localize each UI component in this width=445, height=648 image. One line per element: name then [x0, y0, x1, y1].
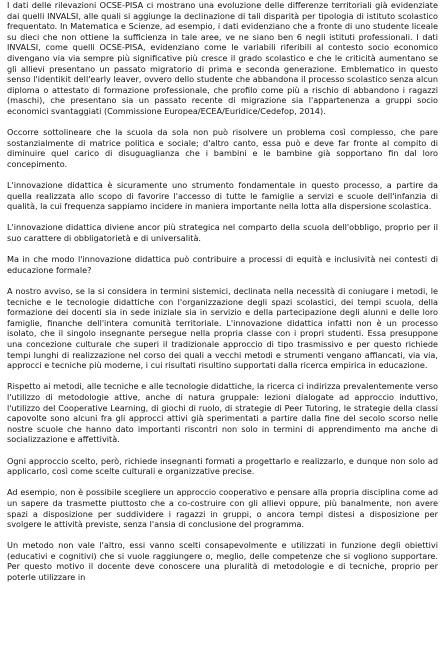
paragraph: L'innovazione didattica è sicuramente uno strumento fondamentale in questo processo, a partire da quella realizzata allo scopo di favorire l'accesso di tutte le famiglie a servizi e scuole dell'infanzia di qualità, la cui frequenza sappiamo incidere in maniera importante nella lotta alla dispersione scolastica.	[7, 180, 438, 212]
paragraph: A nostro avviso, se la si considera in termini sistemici, declinata nella necessità di coniugare i metodi, le tecniche e le tecnologie didattiche con l'organizzazione degli spazi scolastici, dei tempi scuola, della formazione dei docenti sia in sede iniziale sia in servizio e della partecipazione degli alunni e delle loro famiglie, finanche dell'intera comunità territoriale. L'innovazione didattica infatti non è un processo isolato, che il singolo insegnante persegue nella propria classe con i propri studenti. Essa presuppone una concezione culturale che superi il tradizionale approccio di tipo trasmissivo e per questo richiede tempi lunghi di realizzazione nel corso dei quali a vecchi metodi e strumenti vengano affiancati, via via, approcci e tecniche più moderne, i cui risultati risultino supportati dalla ricerca empirica in educazione.	[7, 286, 438, 371]
paragraph: I dati delle rilevazioni OCSE-PISA ci mostrano una evoluzione delle differenze territoriali già evidenziate dai quelli INVALSI, alle quali si aggiunge la declinazione di tali disparità per tipologia di istituto scolastico frequentato. In Matematica e Scienze, ad esempio, i dati evidenziano che a fronte di uno studente liceale su dieci che non ottiene la sufficienza in tale aree, ve ne siano ben 6 negli istituti professionali. I dati INVALSI, come quelli OCSE-PISA, evidenziano come le variabili riferibili al contesto socio economico divengano via via sempre più significative più cresce il grado scolastico e che le criticità aumentano se gli allievi presentano un passato migratorio di prima e seconda generazione. Emblematico in questo senso l'identikit dell'early leaver, ovvero dello studente che abbandona il processo scolastico senza alcun diploma o attestato di formazione professionale, che profilo come più a rischio di abbandono i ragazzi (maschi), che presentano sia un passato recente di migrazione sia l'appartenenza a gruppi socio economici svantaggiati (Commissione Europea/ECEA/Euridice/Cedefop, 2014).	[7, 0, 438, 116]
paragraph: Occorre sottolineare che la scuola da sola non può risolvere un problema così complesso, che pare sostanzialmente di matrice politica e sociale; d'altro canto, essa può e deve far fronte al compito di diminuire quel carico di disuguaglianza che i bambini e le bambine già sopportano fin dal loro concepimento.	[7, 127, 438, 169]
paragraph: Ma in che modo l'innovazione didattica può contribuire a processi di equità e inclusività nei contesti di educazione formale?	[7, 254, 438, 275]
paragraph: Rispetto ai metodi, alle tecniche e alle tecnologie didattiche, la ricerca ci indirizza prevalentemente verso l'utilizzo di metodologie attive, anche di natura gruppale: lezioni dialogate ad approccio induttivo, l'utilizzo del Cooperative Learning, di giochi di ruolo, di strategie di Peer Tutoring, le strategie della classi capovolte sono alcuni fra gli approcci attivi già sperimentati a partire dalla fine del secolo scorso nelle nostre scuole che hanno dato importanti riscontri non solo in termini di apprendimento ma anche di socializzazione e affettività.	[7, 381, 438, 445]
paragraph: Ogni approccio scelto, però, richiede insegnanti formati a progettarlo e realizzarlo, e dunque non solo ad applicarlo, così come scelte culturali e organizzative precise.	[7, 455, 438, 477]
paragraph: L'innovazione didattica diviene ancor più strategica nel comparto della scuola dell'obbligo, proprio per il suo carattere di obbligatorietà e di universalità.	[7, 222, 438, 244]
paragraph: Un metodo non vale l'altro, essi vanno scelti consapevolmente e utilizzati in funzione degli obiettivi (educativi e cognitivi) che si vuole raggiungere o, meglio, delle competenze che si vogliono supportare. Per questo motivo il docente deve conoscere una pluralità di metodologie e di tecniche, proprio per poterle utilizzare in	[7, 540, 438, 583]
paragraph: Ad esempio, non è possibile scegliere un approccio cooperativo e pensare alla propria disciplina come ad un sapere da trasmette piuttosto che a co-costruire con gli allievi oppure, più banalmente, non avere spazi a disposizione per suddividere i ragazzi in gruppi, o ancora tempi distesi a disposizione per svolgere le attività previste, senza l'ansia di conclusione del programma.	[7, 487, 438, 530]
